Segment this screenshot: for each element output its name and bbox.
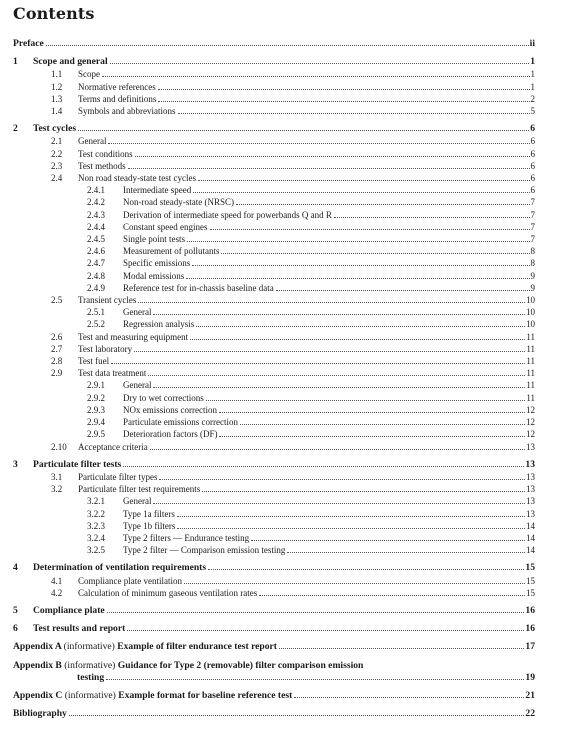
entry-number: 3.2.3 — [87, 520, 105, 531]
dot-leader — [177, 516, 525, 517]
toc-entry[interactable] — [13, 623, 535, 635]
entry-title: Reference test for in-chassis baseline data — [123, 282, 274, 293]
toc-entry[interactable] — [13, 367, 535, 379]
appendix-note: (informative) — [64, 689, 116, 701]
entry-title: Particulate emissions correction — [123, 417, 238, 428]
entry-number: 2.2 — [51, 148, 63, 159]
dot-leader — [135, 156, 530, 157]
entry-number: 2.4 — [51, 173, 63, 184]
dot-leader — [198, 180, 530, 181]
entry-title: Dry to wet corrections — [123, 392, 204, 403]
entry-page: 13 — [526, 484, 535, 495]
entry-title: Preface — [13, 38, 44, 49]
entry-number: 2.8 — [51, 356, 63, 367]
toc-entry[interactable] — [13, 428, 535, 440]
entry-title: General — [123, 380, 152, 391]
toc-entry[interactable] — [13, 294, 535, 306]
entry-title: Test results and report — [33, 623, 126, 635]
entry-number: 2.4.3 — [87, 209, 105, 220]
entry-page: 7 — [530, 197, 535, 208]
toc-entry[interactable] — [13, 172, 535, 184]
toc-entry[interactable] — [13, 81, 535, 93]
toc-entry[interactable] — [13, 641, 535, 653]
entry-page: 9 — [530, 270, 535, 281]
entry-page: 16 — [525, 604, 535, 616]
entry-page: 14 — [526, 545, 535, 556]
entry-number: 1.1 — [51, 69, 63, 80]
toc-entry[interactable] — [13, 690, 535, 702]
entry-title: Compliance plate — [33, 604, 105, 616]
entry-number: 2.5 — [51, 295, 63, 306]
entry-page: 12 — [526, 429, 535, 440]
toc-entry[interactable] — [13, 306, 535, 318]
entry-page: ii — [529, 38, 535, 49]
entry-title-group — [13, 690, 292, 702]
entry-page: 1 — [530, 81, 535, 92]
entry-number: 3.2.1 — [87, 496, 105, 507]
entry-page: 13 — [526, 441, 535, 452]
entry-title: Non-road steady-state (NRSC) — [123, 197, 234, 208]
dot-leader — [186, 278, 529, 279]
entry-title: Specific emissions — [123, 258, 191, 269]
entry-number: 6 — [13, 623, 18, 635]
toc-entry[interactable] — [13, 196, 535, 208]
entry-number: 2.3 — [51, 160, 63, 171]
entry-page: 15 — [526, 587, 535, 598]
entry-number: 2.4.2 — [87, 197, 105, 208]
entry-number: 2.1 — [51, 136, 63, 147]
dot-leader — [138, 302, 525, 303]
entry-number: 2 — [13, 123, 18, 135]
entry-page: 13 — [525, 458, 535, 470]
dot-leader — [193, 192, 529, 193]
dot-leader — [78, 130, 529, 131]
toc-entry[interactable] — [13, 221, 535, 233]
toc-entry[interactable] — [13, 587, 535, 599]
entry-page: 12 — [526, 404, 535, 415]
entry-title: Test and measuring equipment — [78, 331, 189, 342]
entry-title: Constant speed engines — [123, 221, 208, 232]
entry-page: 7 — [530, 221, 535, 232]
entry-page: 5 — [530, 106, 535, 117]
toc-entry[interactable] — [13, 209, 535, 221]
entry-number: 2.9.2 — [87, 392, 105, 403]
entry-number: 2.5.1 — [87, 307, 105, 318]
entry-number: 2.4.8 — [87, 270, 105, 281]
entry-page: 16 — [525, 623, 535, 635]
entry-title: NOx emissions correction — [123, 404, 217, 415]
dot-leader — [206, 400, 526, 401]
entry-title: Scope — [78, 69, 100, 80]
entry-title: Single point tests — [123, 234, 186, 245]
entry-number: 2.6 — [51, 331, 63, 342]
entry-title: Non road steady-state test cycles — [78, 173, 196, 184]
toc-entry[interactable] — [13, 135, 535, 147]
entry-number: 3 — [13, 458, 18, 470]
toc-entry[interactable] — [13, 459, 535, 471]
entry-page: 6 — [530, 173, 535, 184]
toc-entry[interactable] — [13, 56, 535, 68]
entry-title: Deterioration factors (DF) — [123, 429, 218, 440]
entry-number: 3.1 — [51, 471, 63, 482]
dot-leader — [127, 630, 524, 631]
entry-title: General — [123, 496, 152, 507]
entry-title: Example format for baseline reference test — [118, 689, 293, 701]
toc-entry[interactable] — [13, 68, 535, 80]
dot-leader — [134, 351, 525, 352]
entry-page: 13 — [526, 508, 535, 519]
dot-leader — [177, 528, 525, 529]
entry-page: 1 — [530, 56, 535, 68]
entry-number: 2.4.4 — [87, 221, 105, 232]
entry-page: 13 — [526, 471, 535, 482]
toc-entry[interactable] — [13, 123, 535, 135]
entry-number: 2.4.6 — [87, 246, 105, 257]
dot-leader — [106, 679, 524, 680]
entry-number: 2.4.9 — [87, 282, 105, 293]
entry-page: 12 — [526, 417, 535, 428]
page-title: Contents — [13, 4, 95, 23]
entry-page: 7 — [530, 234, 535, 245]
entry-number: 2.9.1 — [87, 380, 105, 391]
toc-entry[interactable] — [13, 233, 535, 245]
dot-leader — [153, 314, 525, 315]
toc-entry[interactable] — [13, 441, 535, 453]
entry-page: 11 — [526, 356, 535, 367]
toc-entry[interactable] — [13, 105, 535, 117]
toc-entry[interactable] — [13, 520, 535, 532]
entry-title: Test conditions — [78, 148, 133, 159]
table-of-contents — [13, 38, 535, 720]
entry-number: 2.7 — [51, 343, 63, 354]
dot-leader — [150, 449, 525, 450]
entry-number: 1 — [13, 56, 18, 68]
entry-title: testing — [77, 671, 105, 683]
dot-leader — [107, 612, 525, 613]
entry-title: General — [78, 136, 107, 147]
toc-entry[interactable] — [13, 93, 535, 105]
appendix-label: Appendix B — [13, 659, 62, 671]
entry-page: 22 — [525, 708, 535, 720]
toc-entry[interactable] — [13, 245, 535, 257]
entry-page: 10 — [526, 307, 535, 318]
dot-leader — [187, 241, 529, 242]
dot-leader — [184, 583, 525, 584]
dot-leader — [158, 101, 529, 102]
entry-title: Calculation of minimum gaseous ventilation rates — [78, 587, 258, 598]
toc-entry[interactable] — [13, 660, 535, 684]
entry-number: 4.2 — [51, 587, 63, 598]
entry-title: Terms and definitions — [78, 93, 157, 104]
appendix-label: Appendix C — [13, 689, 63, 701]
entry-page: 6 — [530, 160, 535, 171]
entry-number: 2.5.2 — [87, 319, 105, 330]
toc-entry[interactable] — [13, 575, 535, 587]
entry-title: Determination of ventilation requirements — [33, 562, 207, 574]
dot-leader — [123, 466, 524, 467]
entry-page: 17 — [525, 641, 535, 653]
entry-number: 1.4 — [51, 106, 63, 117]
entry-title: Normative references — [78, 81, 156, 92]
appendix-note: (informative) — [63, 641, 115, 653]
appendix-note: (informative) — [64, 659, 116, 671]
dot-leader — [240, 424, 525, 425]
entry-title: Test data treatment — [78, 368, 147, 379]
dot-leader — [202, 491, 525, 492]
dot-leader — [148, 375, 525, 376]
entry-number: 5 — [13, 604, 18, 616]
entry-number: 4 — [13, 562, 18, 574]
entry-page: 9 — [530, 282, 535, 293]
dot-leader — [287, 552, 525, 553]
toc-entry[interactable] — [13, 605, 535, 617]
entry-title: Test cycles — [33, 123, 77, 135]
toc-entry[interactable] — [13, 471, 535, 483]
entry-title: Type 1b filters — [123, 520, 176, 531]
entry-number: 3.2 — [51, 484, 63, 495]
entry-page: 8 — [530, 246, 535, 257]
entry-page: 15 — [526, 575, 535, 586]
toc-entry[interactable] — [13, 508, 535, 520]
entry-title: Symbols and abbreviations — [78, 106, 176, 117]
entry-page: 14 — [526, 520, 535, 531]
dot-leader — [108, 143, 529, 144]
toc-entry[interactable] — [13, 318, 535, 330]
entry-title: Transient cycles — [78, 295, 137, 306]
entry-number: 2.10 — [51, 441, 67, 452]
entry-title: Intermediate speed — [123, 185, 192, 196]
toc-entry[interactable] — [13, 270, 535, 282]
toc-entry[interactable] — [13, 331, 535, 343]
entry-number: 3.2.2 — [87, 508, 105, 519]
entry-page: 2 — [530, 93, 535, 104]
entry-page: 21 — [525, 689, 535, 701]
dot-leader — [111, 363, 525, 364]
dot-leader — [153, 387, 525, 388]
entry-number: 2.4.7 — [87, 258, 105, 269]
entry-page: 11 — [526, 368, 535, 379]
entry-title: Acceptance criteria — [78, 441, 148, 452]
entry-title: Guidance for Type 2 (removable) filter comparison emission — [117, 659, 364, 671]
dot-leader — [102, 76, 530, 77]
toc-entry[interactable] — [13, 392, 535, 404]
toc-entry[interactable] — [13, 257, 535, 269]
dot-leader — [208, 569, 524, 570]
toc-entry[interactable] — [13, 148, 535, 160]
entry-number: 2.4.5 — [87, 234, 105, 245]
entry-number: 1.3 — [51, 93, 63, 104]
entry-title: Scope and general — [33, 56, 108, 68]
dot-leader — [294, 697, 524, 698]
entry-page: 6 — [530, 123, 535, 135]
toc-entry[interactable] — [13, 379, 535, 391]
toc-entry[interactable] — [13, 160, 535, 172]
entry-title: Type 1a filters — [123, 508, 175, 519]
entry-title: Type 2 filter — Comparison emission testing — [123, 545, 286, 556]
entry-title: Particulate filter test requirements — [78, 484, 201, 495]
dot-leader — [128, 168, 530, 169]
entry-page: 11 — [526, 331, 535, 342]
entry-number: 3.2.4 — [87, 532, 105, 543]
dot-leader — [153, 503, 525, 504]
dot-leader — [210, 229, 530, 230]
entry-number: 2.9 — [51, 368, 63, 379]
toc-entry[interactable] — [13, 532, 535, 544]
entry-number: 2.9.4 — [87, 417, 105, 428]
entry-page: 8 — [530, 258, 535, 269]
entry-title: Example of filter endurance test report — [117, 641, 278, 653]
dot-leader — [110, 63, 530, 64]
entry-page: 11 — [526, 380, 535, 391]
entry-title-line — [13, 660, 535, 672]
entry-number: 2.9.5 — [87, 429, 105, 440]
toc-entry[interactable] — [13, 355, 535, 367]
dot-leader — [69, 715, 525, 716]
entry-title: Test methods — [78, 160, 126, 171]
entry-title: Test laboratory — [78, 343, 133, 354]
dot-leader — [178, 113, 530, 114]
toc-entry[interactable] — [13, 495, 535, 507]
entry-page: 6 — [530, 148, 535, 159]
entry-number: 1.2 — [51, 81, 63, 92]
toc-entry[interactable] — [13, 404, 535, 416]
dot-leader — [196, 326, 525, 327]
entry-page: 6 — [530, 136, 535, 147]
entry-page: 1 — [530, 69, 535, 80]
entry-title-group — [13, 641, 277, 653]
dot-leader — [236, 204, 530, 205]
toc-entry[interactable] — [13, 416, 535, 428]
entry-page: 13 — [526, 496, 535, 507]
entry-number: 3.2.5 — [87, 545, 105, 556]
entry-title: Regression analysis — [123, 319, 195, 330]
appendix-label: Appendix A — [13, 641, 62, 653]
dot-leader — [334, 217, 530, 218]
entry-page: 15 — [525, 562, 535, 574]
entry-title: Particulate filter tests — [33, 458, 122, 470]
toc-entry[interactable] — [13, 38, 535, 50]
entry-title: Modal emissions — [123, 270, 185, 281]
dot-leader — [276, 290, 530, 291]
entry-page: 10 — [526, 295, 535, 306]
toc-entry[interactable] — [13, 562, 535, 574]
dot-leader — [192, 265, 529, 266]
entry-title: Bibliography — [13, 708, 67, 720]
toc-entry[interactable] — [13, 184, 535, 196]
entry-number: 2.4.1 — [87, 185, 105, 196]
entry-page: 10 — [526, 319, 535, 330]
entry-title: Test fuel — [78, 356, 110, 367]
dot-leader — [190, 339, 525, 340]
dot-leader — [219, 412, 525, 413]
entry-number: 4.1 — [51, 575, 63, 586]
toc-entry[interactable] — [13, 282, 535, 294]
dot-leader — [259, 595, 525, 596]
toc-entry[interactable] — [13, 343, 535, 355]
dot-leader — [158, 89, 530, 90]
dot-leader — [46, 45, 529, 46]
entry-title: Particulate filter types — [78, 471, 158, 482]
entry-title: Type 2 filters — Endurance testing — [123, 532, 250, 543]
entry-page: 6 — [530, 185, 535, 196]
entry-title: Measurement of pollutants — [123, 246, 220, 257]
entry-title: General — [123, 307, 152, 318]
entry-number: 2.9.3 — [87, 404, 105, 415]
entry-title: Compliance plate ventilation — [78, 575, 182, 586]
entry-page: 11 — [526, 343, 535, 354]
entry-title: Derivation of intermediate speed for powerbands Q and R — [123, 209, 332, 220]
toc-entry[interactable] — [13, 544, 535, 556]
toc-entry[interactable] — [13, 708, 535, 720]
entry-page: 14 — [526, 532, 535, 543]
dot-leader — [251, 540, 525, 541]
entry-title-line — [13, 672, 535, 684]
entry-page: 7 — [530, 209, 535, 220]
dot-leader — [159, 479, 525, 480]
dot-leader — [279, 648, 524, 649]
entry-page: 11 — [526, 392, 535, 403]
entry-page: 19 — [525, 671, 535, 683]
dot-leader — [219, 436, 525, 437]
toc-entry[interactable] — [13, 483, 535, 495]
dot-leader — [221, 253, 529, 254]
